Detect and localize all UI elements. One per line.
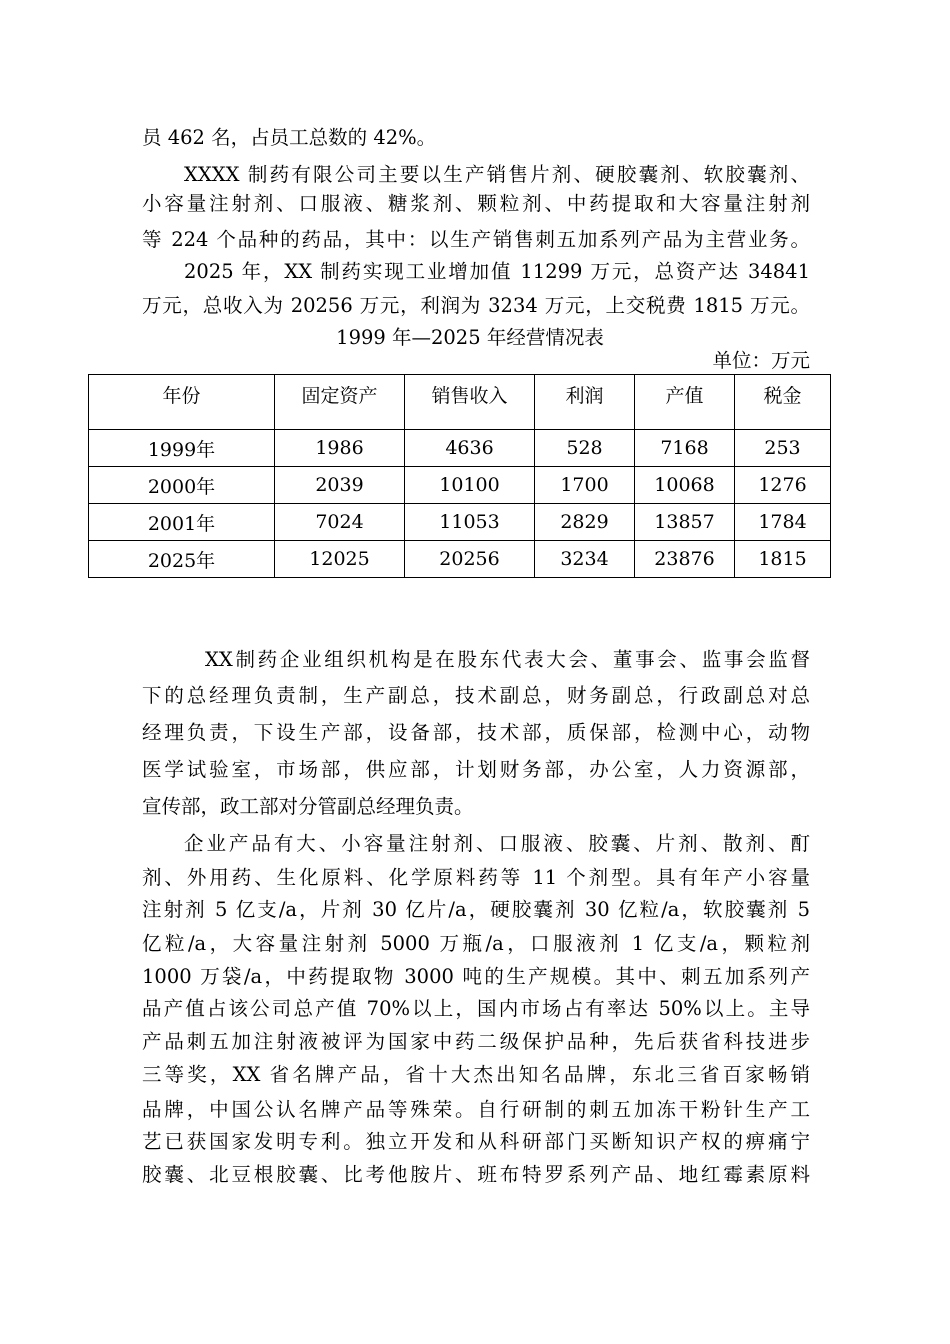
table-cell: 7168 xyxy=(635,430,735,467)
table-cell: 4636 xyxy=(405,430,535,467)
text-line: 三等奖，XX 省名牌产品，省十大杰出知名品牌，东北三省百家畅销 xyxy=(142,1063,810,1086)
text-line: 注射剂 5 亿支/a，片剂 30 亿片/a，硬胶囊剂 30 亿粒/a，软胶囊剂 5 xyxy=(142,898,810,921)
table-cell: 20256 xyxy=(405,541,535,578)
text-line: 亿粒/a，大容量注射剂 5000 万瓶/a，口服液剂 1 亿支/a，颗粒剂 xyxy=(142,932,810,955)
text-line: 品牌，中国公认名牌产品等殊荣。自行研制的刺五加冻干粉针生产工 xyxy=(142,1098,810,1121)
header-year: 年份 xyxy=(89,375,275,430)
header-fixed-assets: 固定资产 xyxy=(275,375,405,430)
table-cell: 2001年 xyxy=(89,504,275,541)
text-line: 等 224 个品种的药品，其中：以生产销售刺五加系列产品为主营业务。 xyxy=(142,228,810,251)
table-row xyxy=(89,430,831,467)
text-line: 宣传部，政工部对分管副总经理负责。 xyxy=(142,795,474,818)
header-tax: 税金 xyxy=(735,375,831,430)
header-profit: 利润 xyxy=(535,375,635,430)
text-line: 万元，总收入为 20256 万元，利润为 3234 万元，上交税费 1815 万元。 xyxy=(142,294,810,317)
text-line: 产品刺五加注射液被评为国家中药二级保护品种，先后获省科技进步 xyxy=(142,1030,810,1053)
table-cell: 253 xyxy=(735,430,831,467)
text-line: XX制药企业组织机构是在股东代表大会、董事会、监事会监督 xyxy=(205,648,810,671)
table-cell: 3234 xyxy=(535,541,635,578)
table-title: 1999 年—2025 年经营情况表 xyxy=(336,326,604,349)
table-cell: 1784 xyxy=(735,504,831,541)
table-cell: 1999年 xyxy=(89,430,275,467)
table-cell: 13857 xyxy=(635,504,735,541)
table-header-row xyxy=(89,375,831,430)
table-cell: 12025 xyxy=(275,541,405,578)
text-line: 1000 万袋/a，中药提取物 3000 吨的生产规模。其中、刺五加系列产 xyxy=(142,965,810,988)
text-line: 胶囊、北豆根胶囊、比考他胺片、班布特罗系列产品、地红霉素原料 xyxy=(142,1163,810,1186)
table-row xyxy=(89,467,831,504)
text-line: 2025 年，XX 制药实现工业增加值 11299 万元，总资产达 34841 xyxy=(184,260,810,283)
table-cell: 2025年 xyxy=(89,541,275,578)
text-line: 品产值占该公司总产值 70%以上，国内市场占有率达 50%以上。主导 xyxy=(142,997,810,1020)
text-line: 医学试验室，市场部，供应部，计划财务部，办公室，人力资源部， xyxy=(142,758,810,781)
table-cell: 2829 xyxy=(535,504,635,541)
table-row xyxy=(89,504,831,541)
table-cell: 10100 xyxy=(405,467,535,504)
table-cell: 11053 xyxy=(405,504,535,541)
table-cell: 1815 xyxy=(735,541,831,578)
text-line: 艺已获国家发明专利。独立开发和从科研部门买断知识产权的痹痛宁 xyxy=(142,1130,810,1153)
table-cell: 1276 xyxy=(735,467,831,504)
table-cell: 7024 xyxy=(275,504,405,541)
text-line: 经理负责，下设生产部，设备部，技术部，质保部，检测中心，动物 xyxy=(142,721,810,744)
table-cell: 23876 xyxy=(635,541,735,578)
table-row xyxy=(89,541,831,578)
table-cell: 2000年 xyxy=(89,467,275,504)
text-line: 企业产品有大、小容量注射剂、口服液、胶囊、片剂、散剂、酊 xyxy=(184,832,810,855)
text-line: 剂、外用药、生化原料、化学原料药等 11 个剂型。具有年产小容量 xyxy=(142,866,810,889)
table-cell: 1700 xyxy=(535,467,635,504)
text-line: 下的总经理负责制，生产副总，技术副总，财务副总，行政副总对总 xyxy=(142,684,810,707)
table-cell: 528 xyxy=(535,430,635,467)
table-cell: 10068 xyxy=(635,467,735,504)
table-cell: 1986 xyxy=(275,430,405,467)
operations-table xyxy=(88,374,831,578)
header-output-value: 产值 xyxy=(635,375,735,430)
header-sales-revenue: 销售收入 xyxy=(405,375,535,430)
table-cell: 2039 xyxy=(275,467,405,504)
text-line: 员 462 名，占员工总数的 42%。 xyxy=(142,126,437,149)
text-line: XXXX 制药有限公司主要以生产销售片剂、硬胶囊剂、软胶囊剂、 xyxy=(184,163,810,186)
text-line: 小容量注射剂、口服液、糖浆剂、颗粒剂、中药提取和大容量注射剂 xyxy=(142,192,810,215)
table-unit: 单位：万元 xyxy=(712,349,810,372)
